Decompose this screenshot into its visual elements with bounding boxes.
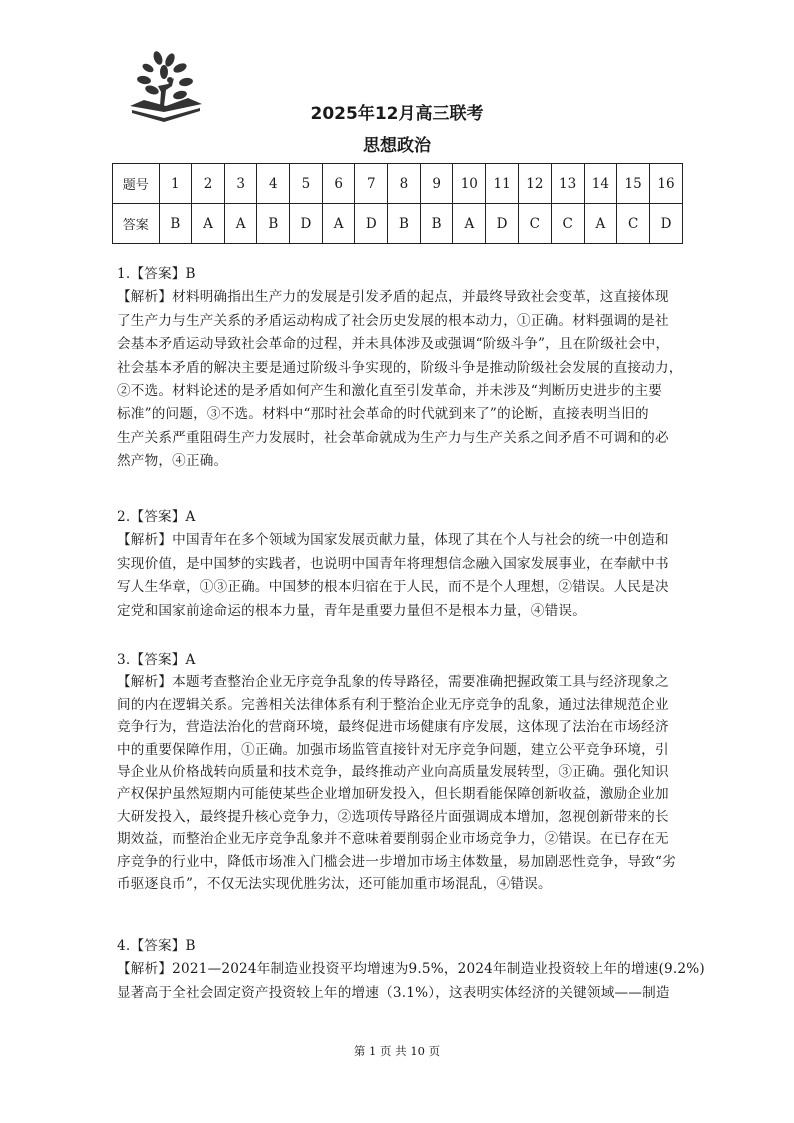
answer-cell: A — [224, 204, 257, 244]
answer-cell: B — [257, 204, 290, 244]
answer-cell: A — [322, 204, 355, 244]
explanation-line: 【解析】本题考查整治企业无序竞争乱象的传导路径，需要准确把握政策工具与经济现象之 — [117, 674, 669, 691]
explanation-line: 社会基本矛盾的解决主要是通过阶级斗争实现的，阶级斗争是推动阶级社会发展的直接动力， — [117, 359, 683, 376]
table-row-answers — [113, 204, 683, 244]
explanation-line: 序竞争的行业中，降低市场准入门槛会进一步增加市场主体数量，易加剧恶性竞争，导致“劣 — [117, 853, 676, 870]
explanation-line: 导企业从价格战转向质量和技术竞争，最终推动产业向高质量发展转型，③正确。强化知识 — [117, 764, 669, 781]
explanation-line: 期效益，而整治企业无序竞争乱象并不意味着要削弱企业市场竞争力，②错误。在已存在无 — [117, 831, 669, 848]
answer-cell: D — [355, 204, 388, 244]
answer-heading: 1.【答案】B — [117, 266, 196, 282]
row-label: 题号 — [113, 164, 160, 204]
explanation-line: 间的内在逻辑关系。完善相关法律体系有利于整治企业无序竞争的乱象，通过法律规范企业 — [117, 696, 669, 713]
answer-cell: A — [453, 204, 486, 244]
question-number: 1 — [159, 164, 192, 204]
explanation-line: 竞争行为，营造法治化的营商环境，最终促进市场健康有序发展，这体现了法治在市场经济 — [117, 719, 669, 736]
answer-table — [112, 163, 683, 244]
answer-cell: D — [290, 204, 323, 244]
answer-section-3 — [117, 649, 697, 895]
question-number: 3 — [224, 164, 257, 204]
answer-cell: C — [518, 204, 551, 244]
answer-cell: B — [159, 204, 192, 244]
explanation-line: 显著高于全社会固定资产投资较上年的增速（3.1%），这表明实体经济的关键领域——制造 — [117, 984, 670, 1001]
explanation-line: 会基本矛盾运动导致社会革命的过程，并未具体涉及或强调“阶级斗争”，且在阶级社会中， — [117, 336, 670, 353]
row-label: 答案 — [113, 204, 160, 244]
question-number: 7 — [355, 164, 388, 204]
answer-section-1 — [117, 263, 697, 474]
explanation-line: 实现价值，是中国梦的实践者，也说明中国青年将理想信念融入国家发展事业，在奉献中书 — [117, 555, 669, 572]
question-number: 8 — [388, 164, 421, 204]
question-number: 13 — [551, 164, 584, 204]
answer-section-4 — [117, 935, 705, 1005]
explanation-line: 大研发投入，最终提升核心竞争力，②选项传导路径片面强调成本增加，忽视创新带来的长 — [117, 808, 669, 825]
question-number: 2 — [192, 164, 225, 204]
question-number: 11 — [486, 164, 519, 204]
answer-cell: A — [192, 204, 225, 244]
exam-title: 2025年12月高三联考 — [310, 104, 484, 124]
page-number: 第 1 页 共 10 页 — [353, 1044, 441, 1058]
question-number: 5 — [290, 164, 323, 204]
answer-cell: D — [486, 204, 519, 244]
question-number: 12 — [518, 164, 551, 204]
explanation-line: 标准”的问题，③不选。材料中“那时社会革命的时代就到来了”的论断，直接表明当旧的 — [117, 406, 649, 423]
explanation-line: ②不选。材料论述的是矛盾如何产生和激化直至引发革命，并未涉及“判断历史进步的主要 — [117, 383, 663, 400]
explanation-line: 然产物，④正确。 — [117, 453, 228, 470]
answer-cell: B — [420, 204, 453, 244]
table-row-numbers — [113, 164, 683, 204]
explanation-line: 定党和国家前途命运的根本力量，青年是重要力量但不是根本力量，④错误。 — [117, 602, 586, 619]
explanation-line: 币驱逐良币”，不仅无法实现优胜劣汰，还可能加重市场混乱，④错误。 — [117, 876, 552, 893]
explanation-line: 【解析】中国青年在多个领域为国家发展贡献力量，体现了其在个人与社会的统一中创造和 — [117, 532, 669, 549]
explanation-line: 了生产力与生产关系的矛盾运动构成了社会历史发展的根本动力，①正确。材料强调的是社 — [117, 312, 669, 329]
explanation-line: 中的重要保障作用，①正确。加强市场监管直接针对无序竞争问题，建立公平竞争环境，引 — [117, 741, 669, 758]
answer-cell: D — [650, 204, 683, 244]
answer-heading: 2.【答案】A — [117, 509, 196, 525]
answer-heading: 4.【答案】B — [117, 938, 196, 954]
answer-cell: C — [617, 204, 650, 244]
answer-cell: B — [388, 204, 421, 244]
question-number: 6 — [322, 164, 355, 204]
question-number: 16 — [650, 164, 683, 204]
question-number: 4 — [257, 164, 290, 204]
answer-heading: 3.【答案】A — [117, 652, 196, 668]
answer-section-2 — [117, 506, 697, 623]
explanation-line: 产权保护虽然短期内可能使某些企业增加研发投入，但长期看能保障创新收益，激励企业加 — [117, 786, 669, 803]
question-number: 10 — [453, 164, 486, 204]
explanation-line: 生产关系严重阻碍生产力发展时，社会革命就成为生产力与生产关系之间矛盾不可调和的必 — [117, 429, 669, 446]
question-number: 15 — [617, 164, 650, 204]
answer-cell: C — [551, 204, 584, 244]
explanation-line: 【解析】2021—2024年制造业投资平均增速为9.5%，2024年制造业投资较上年的增速(9.2%) — [117, 961, 705, 978]
subject-title: 思想政治 — [363, 136, 431, 156]
question-number: 9 — [420, 164, 453, 204]
explanation-line: 写人生华章，①③正确。中国梦的根本归宿在于人民，而不是个人理想，②错误。人民是决 — [117, 579, 669, 596]
question-number: 14 — [584, 164, 617, 204]
explanation-line: 【解析】材料明确指出生产力的发展是引发矛盾的起点，并最终导致社会变革，这直接体现 — [117, 289, 669, 306]
answer-cell: A — [584, 204, 617, 244]
